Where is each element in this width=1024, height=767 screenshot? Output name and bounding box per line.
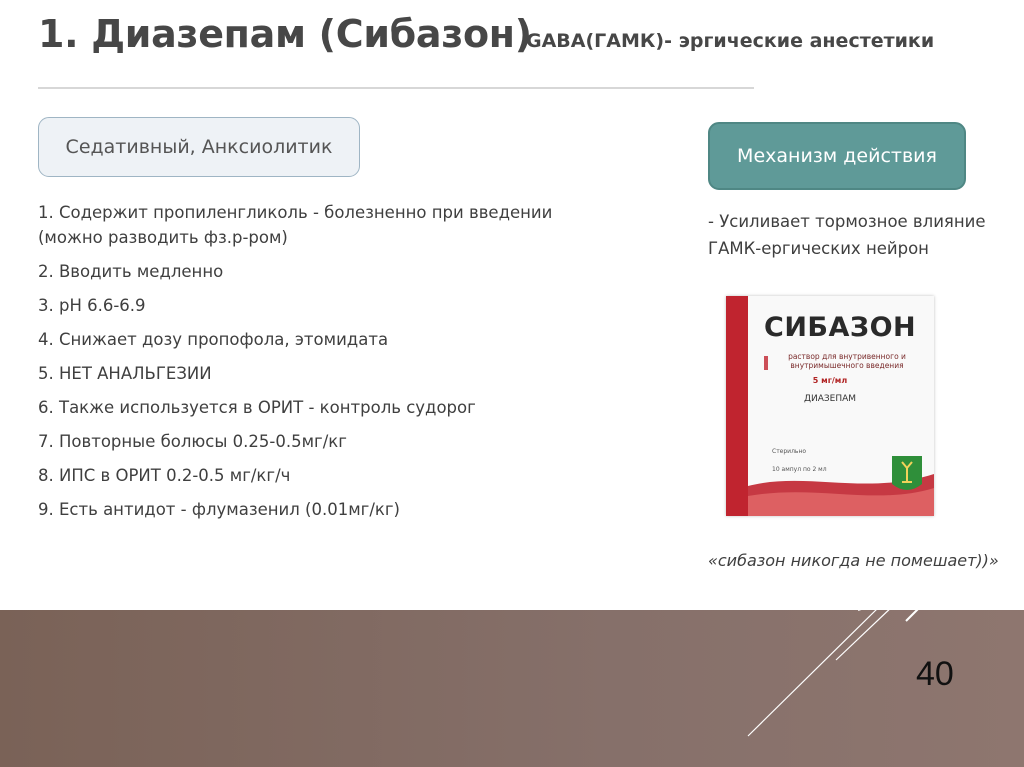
- decorative-line: [836, 604, 895, 660]
- page-number: 40: [916, 655, 954, 693]
- package-sterile-label: Стерильно: [772, 448, 807, 455]
- decorative-line: [906, 607, 920, 621]
- slide-subtitle: GABA(ГАМК)- эргические анестетики: [526, 30, 935, 52]
- fact-item: 3. pH 6.6-6.9: [38, 296, 146, 315]
- fact-item: 7. Повторные болюсы 0.25-0.5мг/кг: [38, 432, 347, 451]
- mechanism-description: - Усиливает тормозное влияние ГАМК-ергических нейрон: [708, 212, 986, 258]
- fact-item: 8. ИПС в ОРИТ 0.2-0.5 мг/кг/ч: [38, 466, 291, 485]
- package-description: раствор для внутривенного и внутримышечного введения: [788, 352, 906, 370]
- fact-item: 1. Содержит пропиленгликоль - болезненно при введении (можно разводить фз.р-ром): [38, 203, 553, 247]
- fact-item: 4. Снижает дозу пропофола, этомидата: [38, 330, 389, 349]
- fact-item: 6. Также используется в ОРИТ - контроль судорог: [38, 398, 476, 417]
- quote-text: «сибазон никогда не помешает))»: [708, 551, 999, 570]
- package-dose: 5 мг/мл: [812, 376, 848, 385]
- package-brand: СИБАЗОН: [764, 312, 917, 343]
- package-ampoule-count: 10 ампул по 2 мл: [772, 466, 827, 473]
- slide-title: 1. Диазепам (Сибазон): [38, 12, 532, 56]
- decorative-line: [858, 604, 876, 610]
- fact-item: 5. НЕТ АНАЛЬГЕЗИИ: [38, 364, 212, 383]
- sedative-anxiolytic-label: Седативный, Анксиолитик: [65, 136, 333, 158]
- fact-item: 9. Есть антидот - флумазенил (0.01мг/кг): [38, 500, 400, 519]
- decorative-line: [748, 606, 880, 736]
- mechanism-of-action-label: Механизм действия: [737, 145, 937, 167]
- package-generic-name: ДИАЗЕПАМ: [803, 394, 857, 404]
- fact-item: 2. Вводить медленно: [38, 262, 224, 281]
